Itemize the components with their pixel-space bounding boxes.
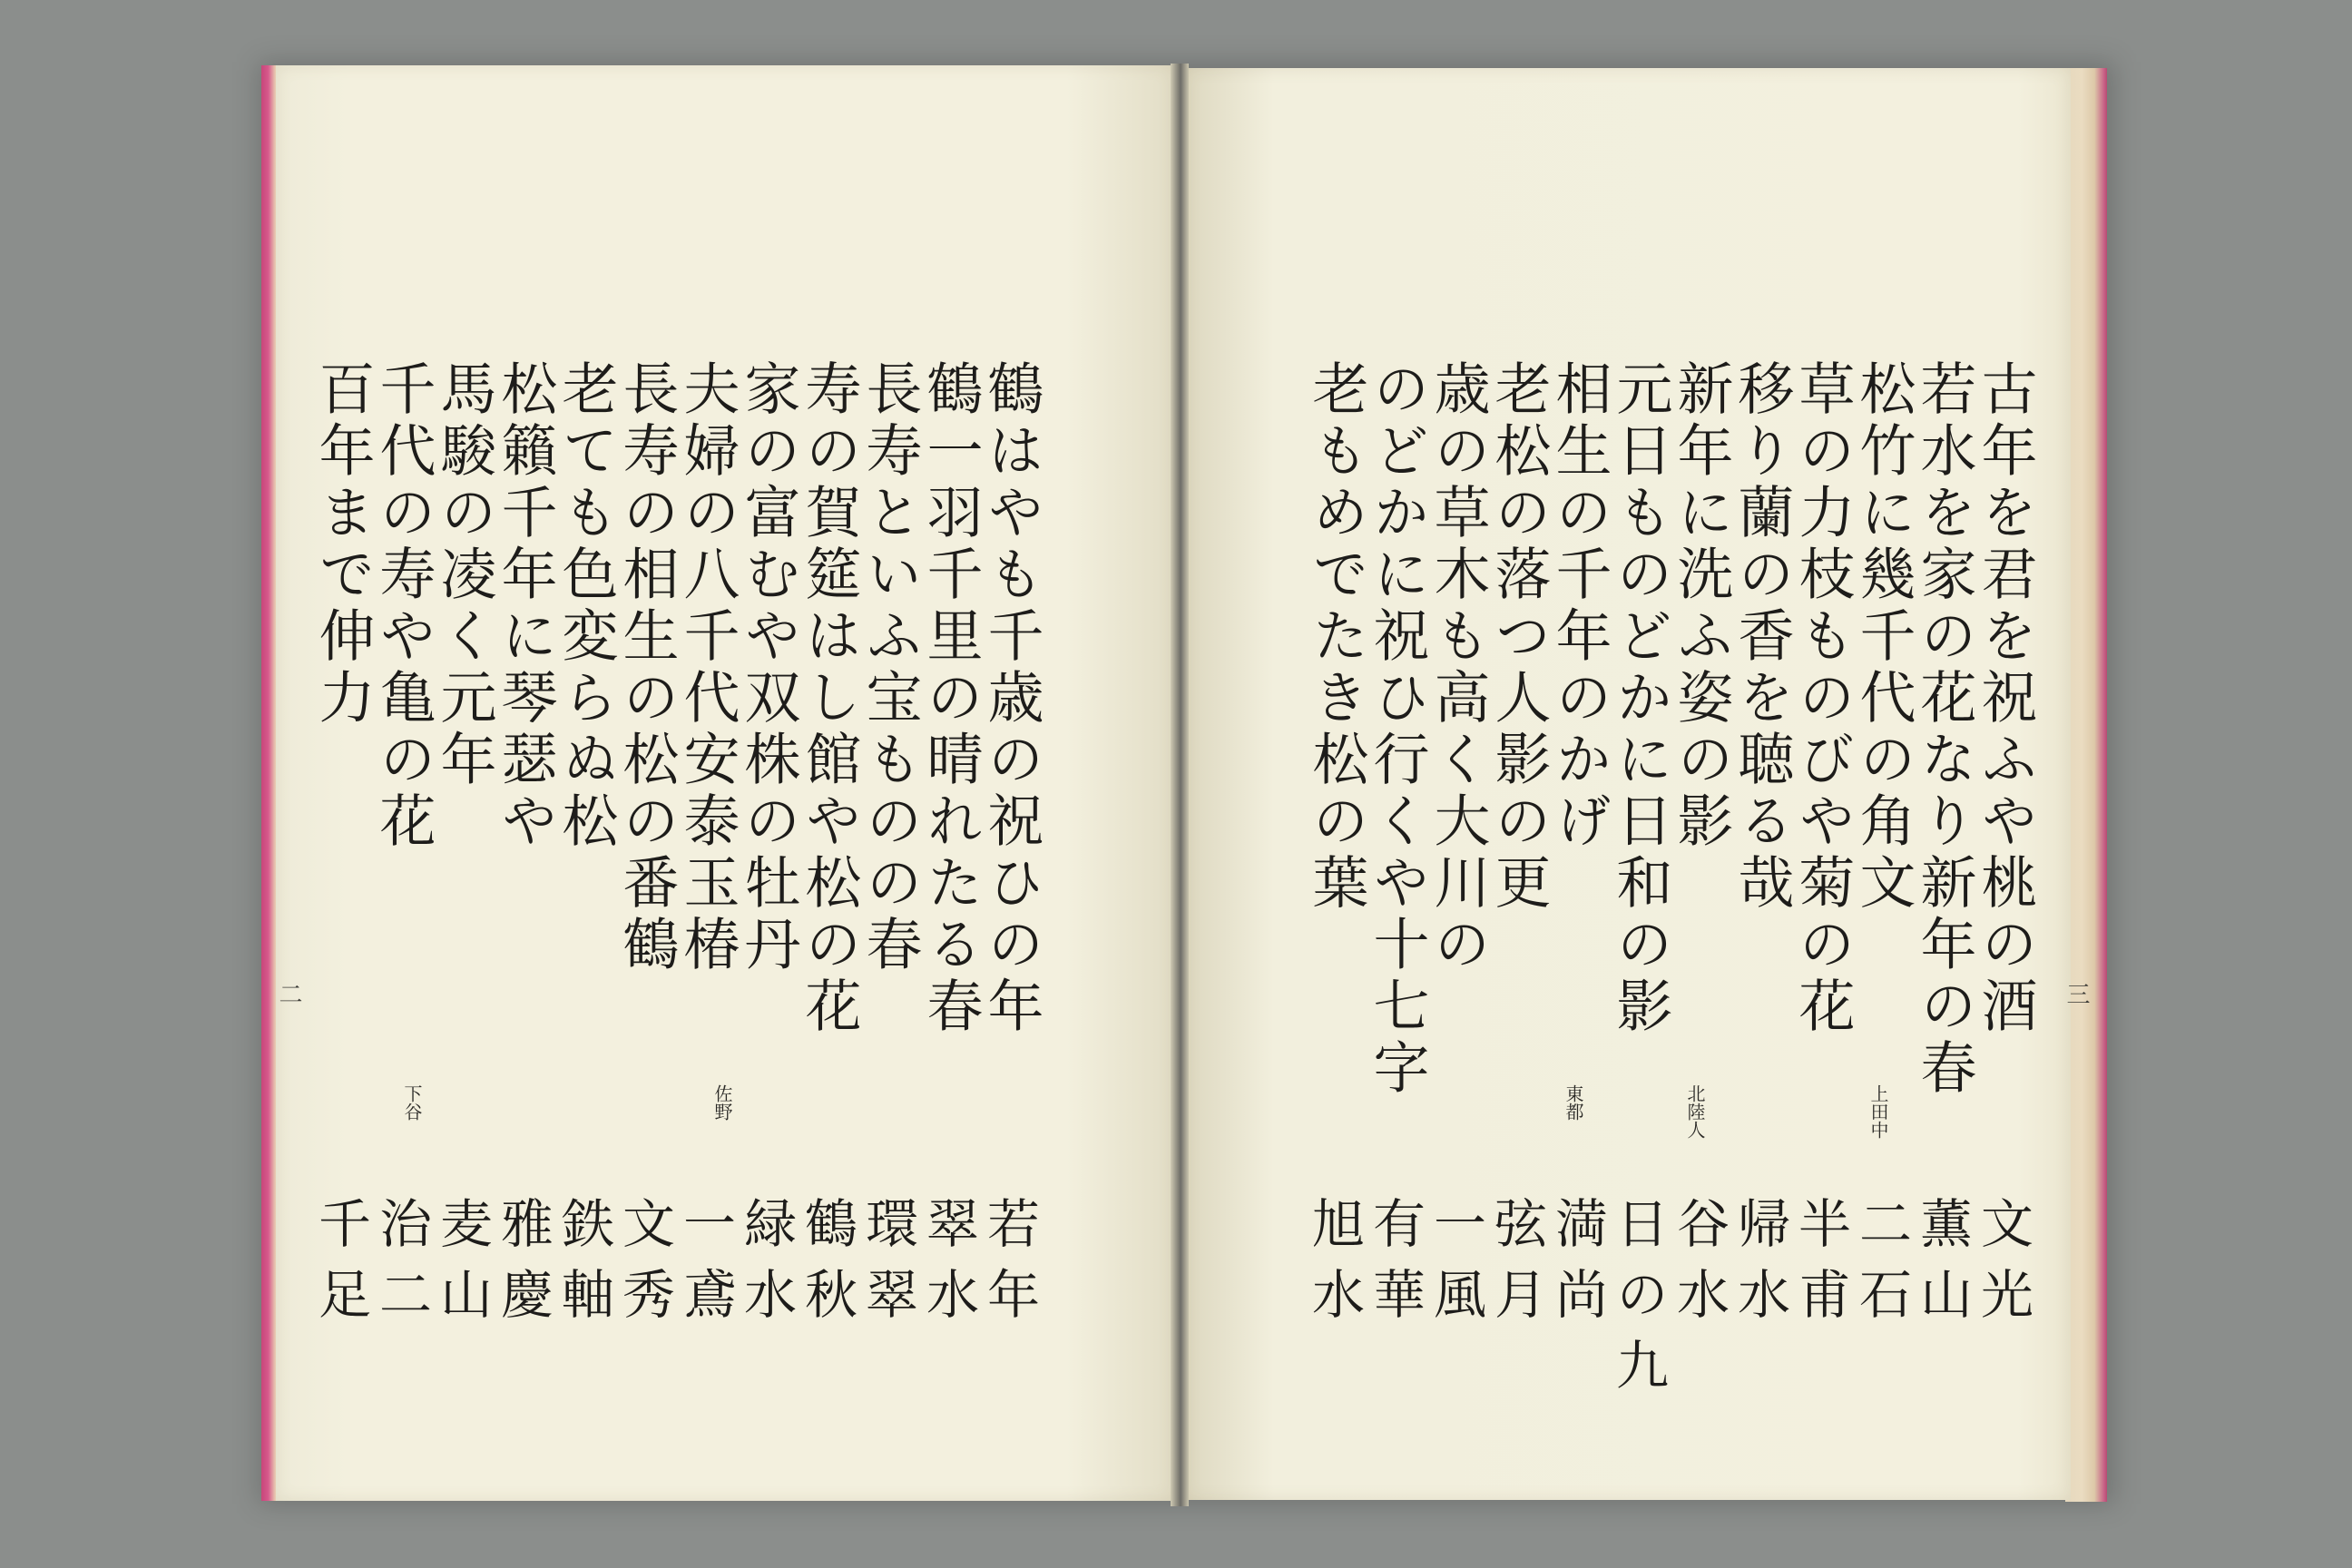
verse-column: 長寿の相生の松の番鶴	[613, 359, 680, 976]
author-note: 下谷	[401, 1084, 423, 1121]
author-name: 鶴秋	[796, 1196, 858, 1338]
verse-column: 長寿といふ宝ものの春	[857, 359, 923, 976]
author-name: 満尚	[1546, 1196, 1608, 1338]
verse-column: 千代の寿や亀の花	[370, 359, 436, 853]
verse-column: 老松の落つ人影の更	[1485, 359, 1552, 915]
author-name: 二石	[1850, 1196, 1912, 1338]
page-number: 三	[2063, 982, 2090, 1005]
author-name: 半甫	[1789, 1196, 1851, 1338]
author-name: 若年	[978, 1196, 1040, 1338]
verse-column: 百年まで伸力	[309, 359, 376, 730]
verse-column: 鶴はやも千歳の祝ひの年	[978, 359, 1044, 1038]
author-name: 緑水	[735, 1196, 797, 1338]
author-name: 千足	[309, 1196, 371, 1338]
page-number: 二	[275, 982, 302, 1005]
author-note: 上田中	[1867, 1084, 1889, 1139]
author-name: 谷水	[1668, 1196, 1730, 1338]
right-page-edge	[2065, 68, 2107, 1502]
verse-column: 若水を家の花なり新年の春	[1911, 359, 1977, 1100]
author-name: 鉄軸	[553, 1196, 614, 1338]
verse-column: 寿の賀筵はし館や松の花	[796, 359, 862, 1038]
verse-column: 松竹に幾千代の角文	[1850, 359, 1916, 915]
author-name: 日の九	[1607, 1196, 1669, 1408]
verse-column: 鶴一羽千里の晴れたる春	[917, 359, 984, 1038]
author-name: 文光	[1972, 1196, 2034, 1338]
author-name: 環翠	[857, 1196, 918, 1338]
author-name: 有華	[1364, 1196, 1426, 1338]
author-name: 雅慶	[492, 1196, 554, 1338]
author-name: 帰水	[1729, 1196, 1790, 1338]
verse-column: 家の富むや双株の牡丹	[735, 359, 801, 976]
author-name: 旭水	[1303, 1196, 1365, 1338]
author-note: 北陸人	[1684, 1084, 1706, 1139]
author-name: 治二	[370, 1196, 432, 1338]
author-name: 文秀	[613, 1196, 675, 1338]
verse-column: のどかに祝ひ行くや十七字	[1364, 359, 1430, 1100]
verse-column: 元日ものどかに日和の影	[1607, 359, 1673, 1038]
verse-column: 老ても色変らぬ松	[553, 359, 619, 853]
author-name: 一風	[1425, 1196, 1486, 1338]
verse-column: 夫婦の八千代安泰玉椿	[674, 359, 740, 976]
author-name: 翠水	[917, 1196, 979, 1338]
verse-column: 草の力枝ものびや菊の花	[1789, 359, 1856, 1038]
verse-column: 馬駿の凌く元年	[431, 359, 497, 791]
author-note: 東都	[1563, 1084, 1584, 1121]
verse-column: 古年を君を祝ふや桃の酒	[1972, 359, 2038, 1038]
author-name: 一鳶	[674, 1196, 736, 1338]
verse-column: 歳の草木も高く大川の	[1425, 359, 1491, 976]
author-name: 弦月	[1485, 1196, 1547, 1338]
book-gutter	[1171, 64, 1189, 1506]
verse-column: 新年に洗ふ姿の影	[1668, 359, 1734, 853]
author-name: 薫山	[1911, 1196, 1973, 1338]
verse-column: 相生の千年のかげ	[1546, 359, 1612, 853]
verse-column: 老もめでたき松の葉	[1303, 359, 1369, 915]
author-name: 麦山	[431, 1196, 493, 1338]
author-note: 佐野	[711, 1084, 733, 1121]
verse-column: 移り蘭の香を聴る哉	[1729, 359, 1795, 915]
verse-column: 松籟千年に琴瑟や	[492, 359, 558, 853]
